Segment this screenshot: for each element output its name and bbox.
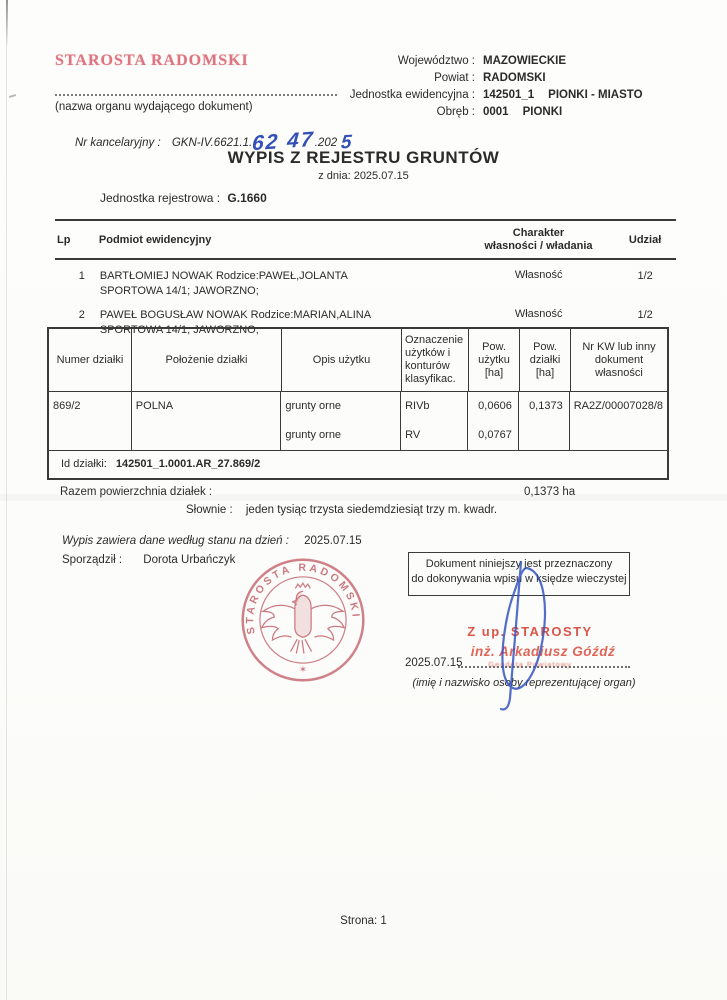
parcels-header-number: Numer działki xyxy=(49,329,132,391)
registry-unit-value: G.1660 xyxy=(227,191,267,205)
parcel-number: 869/2 xyxy=(49,392,132,450)
meta-value-2: PIONKI xyxy=(522,106,563,118)
registry-unit-line xyxy=(100,191,267,205)
parcel-area-use xyxy=(468,392,519,450)
owner-subject xyxy=(88,269,463,299)
parcel-use xyxy=(281,392,401,450)
parcel-location: POLNA xyxy=(132,392,282,450)
data-state-value: 2025.07.15 xyxy=(304,535,362,547)
meta-value: 0001 xyxy=(483,106,509,118)
registry-number-label: Nr kancelaryjny : xyxy=(75,137,161,149)
owners-header-share: Udział xyxy=(628,234,662,246)
prepared-by-line xyxy=(62,554,235,566)
official-round-stamp xyxy=(236,553,370,687)
owner-name-line: BARTŁOMIEJ NOWAK Rodzice:PAWEŁ,JOLANTA xyxy=(99,270,348,282)
admin-meta-block xyxy=(330,53,643,121)
meta-row-voivodeship xyxy=(330,53,643,70)
owners-table-header xyxy=(55,221,676,260)
meta-label: Powiat : xyxy=(434,72,475,84)
meta-value: MAZOWIECKIE xyxy=(483,55,567,67)
document-date: z dnia: 2025.07.15 xyxy=(318,170,409,182)
parcels-header-location: Położenie działki xyxy=(132,329,282,391)
parcels-header-area-parcel: Pow. działki [ha] xyxy=(520,329,571,391)
amount-in-words-line xyxy=(186,504,497,516)
owner-share: 1/2 xyxy=(637,270,653,282)
data-state-line xyxy=(62,535,362,547)
page-number: Strona: 1 xyxy=(340,915,387,927)
parcel-class-line1: RIVb xyxy=(405,400,430,412)
owners-header-character xyxy=(463,227,615,253)
meta-row-county xyxy=(330,70,643,87)
owner-lp: 2 xyxy=(78,309,85,321)
owner-character: Własność xyxy=(514,269,563,281)
stamp-circular-text: STAROSTA RADOMSKI xyxy=(244,561,362,636)
parcels-header-area-use: Pow. użytku [ha] xyxy=(469,329,520,391)
issuer-dotted-line xyxy=(55,94,337,96)
total-area-label: Razem powierzchnia działek : xyxy=(60,486,213,498)
owner-name-line: PAWEŁ BOGUSŁAW NOWAK Rodzice:MARIAN,ALINA xyxy=(99,309,372,321)
owner-address-line: SPORTOWA 14/1; JAWORZNO; xyxy=(99,324,259,336)
data-state-label: Wypis zawiera dane według stanu na dzień : xyxy=(62,535,289,547)
issuer-caption: (nazwa organu wydającego dokument) xyxy=(55,101,253,113)
parcel-area-total: 0,1373 xyxy=(519,392,570,450)
parcel-id-row xyxy=(49,451,667,478)
parcel-use-line2: grunty orne xyxy=(285,429,342,441)
meta-label: Obręb : xyxy=(436,106,475,118)
meta-value: 142501_1 xyxy=(483,89,535,101)
stamp-star: ✶ xyxy=(298,664,308,676)
in-words-label: Słownie : xyxy=(186,504,233,516)
meta-row-obreb xyxy=(330,104,643,121)
signature-date: 2025.07.15 xyxy=(405,657,463,669)
parcels-table xyxy=(47,327,669,480)
owners-header-subject: Podmiot ewidencyjny xyxy=(98,234,212,246)
meta-row-unit xyxy=(330,87,643,104)
parcel-class xyxy=(401,392,468,450)
meta-label: Województwo : xyxy=(397,55,475,67)
owner-lp: 1 xyxy=(78,270,85,282)
meta-value-2: PIONKI - MIASTO xyxy=(548,89,643,101)
parcel-use-line1: grunty orne xyxy=(285,400,342,412)
prepared-by-label: Sporządził : xyxy=(62,554,123,566)
registry-number-handwritten-1: 62 47 xyxy=(251,127,316,156)
signature-stroke xyxy=(473,560,577,712)
prepared-by-value: Dorota Urbańczyk xyxy=(143,554,236,566)
purpose-line1: Dokument niniejszy jest przeznaczony xyxy=(425,558,613,570)
meta-value: RADOMSKI xyxy=(483,72,546,84)
parcels-table-header xyxy=(49,329,667,392)
parcels-header-class: Oznaczenie użytków i konturów klasyfikac. xyxy=(402,329,469,391)
parcel-id-value: 142501_1.0001.AR_27.869/2 xyxy=(115,458,261,470)
owner-character: Własność xyxy=(514,308,563,320)
pencil-mark xyxy=(9,94,16,98)
meta-label: Jednostka ewidencyjna : xyxy=(349,89,475,101)
owners-header-character-line2: własności / władania xyxy=(484,240,593,252)
registry-number-handwritten-2: 5 xyxy=(340,131,355,154)
issuer-stamp-text: STAROSTA RADOMSKI xyxy=(55,52,249,69)
parcel-class-line2: RV xyxy=(405,429,421,441)
purpose-line2: do dokonywania wpisu w księdze wieczystej xyxy=(411,573,627,585)
in-words-value: jeden tysiąc trzysta siedemdziesiąt trzy m. kwadr. xyxy=(245,504,498,516)
authorization-stamp-text: Z up. STAROSTY xyxy=(467,624,593,639)
total-area-value: 0,1373 ha xyxy=(524,486,576,498)
signer-stamp-name: inż. Arkadiusz Góźdź xyxy=(470,644,616,659)
registry-number-printed: GKN-IV.6621.1. xyxy=(171,137,253,149)
signer-stamp-title: Geodeta Powiatowy xyxy=(488,660,572,669)
signature-caption: (imię i nazwisko osoby reprezentującej organ) xyxy=(412,677,636,689)
owner-share: 1/2 xyxy=(637,309,653,321)
registry-unit-label: Jednostka rejestrowa : xyxy=(100,191,221,205)
parcel-id-label: Id działki: xyxy=(61,458,107,470)
owner-address-line: SPORTOWA 14/1; JAWORZNO; xyxy=(99,285,259,297)
registry-number-printed-2: .202 xyxy=(314,137,338,149)
parcel-kw-number: RA2Z/00007028/8 xyxy=(573,400,664,412)
table-row xyxy=(55,269,676,299)
round-stamp-graphic xyxy=(236,553,370,687)
owners-header-lp: Lp xyxy=(57,234,71,246)
scan-corner-mark xyxy=(6,0,8,48)
table-row xyxy=(49,392,667,451)
parcel-area-use-line1: 0,0606 xyxy=(478,400,512,412)
parcels-header-kw: Nr KW lub inny dokument własności xyxy=(582,340,656,379)
parcels-header-use: Opis użytku xyxy=(282,329,402,391)
document-title: WYPIS Z REJESTRU GRUNTÓW xyxy=(227,148,500,167)
handwritten-signature xyxy=(473,560,577,712)
eagle-icon xyxy=(262,583,344,653)
owners-header-character-line1: Charakter xyxy=(512,227,565,239)
parcel-area-use-line2: 0,0767 xyxy=(478,429,512,441)
